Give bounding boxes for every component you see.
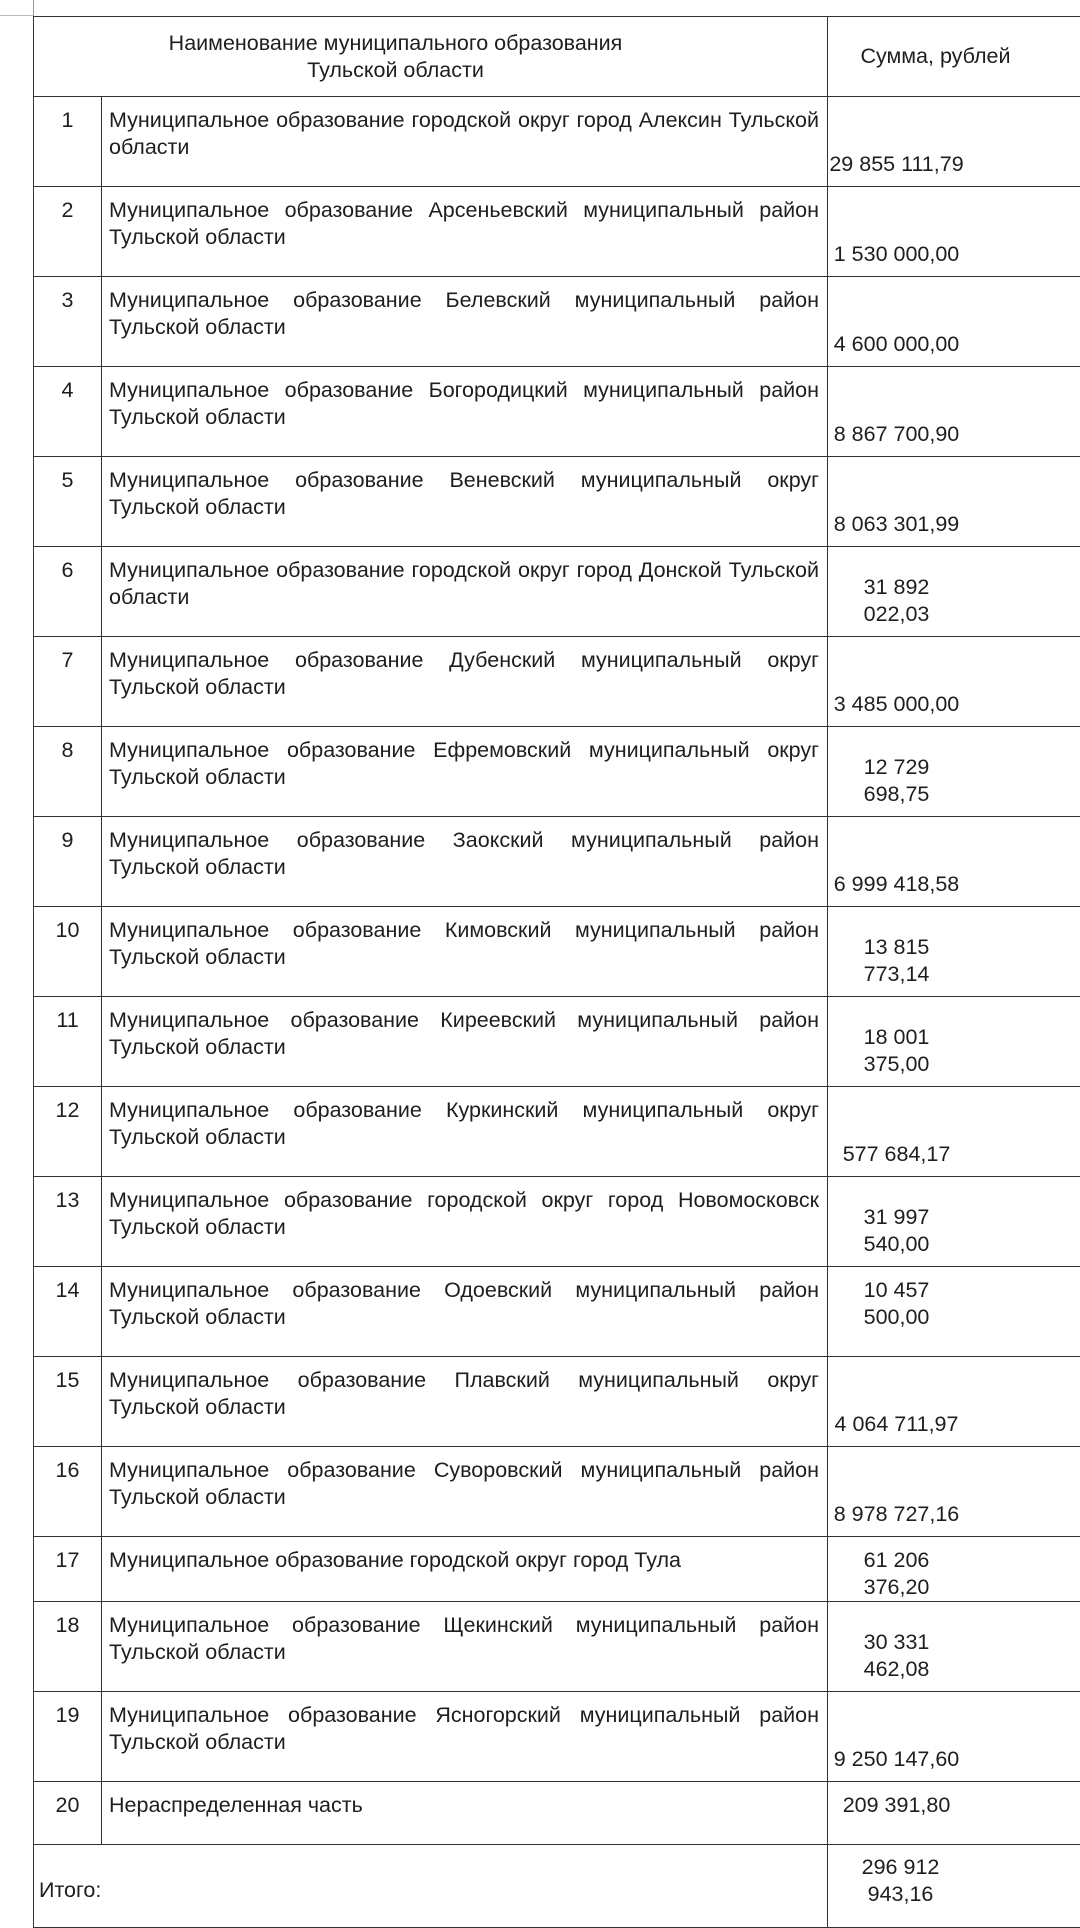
- row-number: 12: [34, 1087, 102, 1177]
- page-edge-line: [33, 0, 34, 16]
- municipality-name: Муниципальное образование Арсеньевский муниципальный район Тульской области: [102, 187, 828, 277]
- allocation-table: [33, 16, 1080, 1928]
- municipality-name: Нераспределенная часть: [102, 1782, 828, 1845]
- row-sum: 31 892 022,03: [828, 547, 1080, 637]
- row-number: 16: [34, 1447, 102, 1537]
- row-number: 5: [34, 457, 102, 547]
- municipality-name: Муниципальное образование Богородицкий муниципальный район Тульской области: [102, 367, 828, 457]
- table-row: [34, 1087, 1080, 1177]
- row-number: 7: [34, 637, 102, 727]
- row-sum: 577 684,17: [828, 1087, 1080, 1177]
- table-row: [34, 367, 1080, 457]
- table-row: [34, 1537, 1080, 1602]
- row-sum: 31 997 540,00: [828, 1177, 1080, 1267]
- row-number: 6: [34, 547, 102, 637]
- municipality-name: Муниципальное образование городской округ город Новомосковск Тульской области: [102, 1177, 828, 1267]
- row-sum: 8 063 301,99: [828, 457, 1080, 547]
- row-number: 18: [34, 1602, 102, 1692]
- municipality-name: Муниципальное образование Ясногорский муниципальный район Тульской области: [102, 1692, 828, 1782]
- row-number: 1: [34, 97, 102, 187]
- row-number: 19: [34, 1692, 102, 1782]
- table-header: [34, 17, 1080, 97]
- row-number: 9: [34, 817, 102, 907]
- row-sum: 29 855 111,79: [828, 97, 1080, 187]
- municipality-name: Муниципальное образование Щекинский муниципальный район Тульской области: [102, 1602, 828, 1692]
- municipality-name: Муниципальное образование городской округ город Алексин Тульской области: [102, 97, 828, 187]
- row-sum: 209 391,80: [828, 1782, 1080, 1845]
- row-number: 4: [34, 367, 102, 457]
- municipality-name: Муниципальное образование Кимовский муниципальный район Тульской области: [102, 907, 828, 997]
- header-name-line1: Наименование муниципального образования: [169, 31, 623, 55]
- row-sum: 9 250 147,60: [828, 1692, 1080, 1782]
- table-row: [34, 1447, 1080, 1537]
- table-row: [34, 1782, 1080, 1845]
- table-row: [34, 97, 1080, 187]
- table-row: [34, 187, 1080, 277]
- row-number: 17: [34, 1537, 102, 1602]
- row-number: 14: [34, 1267, 102, 1357]
- table-row: [34, 1177, 1080, 1267]
- row-number: 2: [34, 187, 102, 277]
- row-number: 15: [34, 1357, 102, 1447]
- municipality-name: Муниципальное образование городской округ город Тула: [102, 1537, 828, 1602]
- municipality-name: Муниципальное образование Одоевский муниципальный район Тульской области: [102, 1267, 828, 1357]
- municipality-name: Муниципальное образование Веневский муниципальный округ Тульской области: [102, 457, 828, 547]
- municipality-name: Муниципальное образование городской округ город Донской Тульской области: [102, 547, 828, 637]
- total-sum: 296 912 943,16: [828, 1845, 1080, 1928]
- row-sum: 13 815 773,14: [828, 907, 1080, 997]
- header-name-line2: Тульской области: [307, 58, 484, 82]
- row-sum: 3 485 000,00: [828, 637, 1080, 727]
- table-row: [34, 637, 1080, 727]
- municipality-name: Муниципальное образование Плавский муниципальный округ Тульской области: [102, 1357, 828, 1447]
- table-row: [34, 727, 1080, 817]
- municipality-name: Муниципальное образование Белевский муниципальный район Тульской области: [102, 277, 828, 367]
- table-row: [34, 1357, 1080, 1447]
- row-number: 3: [34, 277, 102, 367]
- row-sum: 4 600 000,00: [828, 277, 1080, 367]
- row-sum: 8 867 700,90: [828, 367, 1080, 457]
- table-row: [34, 907, 1080, 997]
- header-sum-column: Сумма, рублей: [828, 17, 1080, 97]
- table-row: [34, 457, 1080, 547]
- municipality-name: Муниципальное образование Киреевский муниципальный район Тульской области: [102, 997, 828, 1087]
- row-sum: 6 999 418,58: [828, 817, 1080, 907]
- row-number: 8: [34, 727, 102, 817]
- row-sum: 12 729 698,75: [828, 727, 1080, 817]
- total-row: [34, 1845, 1080, 1928]
- row-number: 10: [34, 907, 102, 997]
- municipality-name: Муниципальное образование Суворовский муниципальный район Тульской области: [102, 1447, 828, 1537]
- row-number: 13: [34, 1177, 102, 1267]
- row-sum: 8 978 727,16: [828, 1447, 1080, 1537]
- table-row: [34, 817, 1080, 907]
- row-sum: 30 331 462,08: [828, 1602, 1080, 1692]
- page-edge-line: [0, 15, 33, 16]
- header-name-column: [34, 17, 828, 97]
- row-number: 20: [34, 1782, 102, 1845]
- table-row: [34, 1267, 1080, 1357]
- municipality-name: Муниципальное образование Ефремовский муниципальный округ Тульской области: [102, 727, 828, 817]
- row-sum: 61 206 376,20: [828, 1537, 1080, 1602]
- row-sum: 4 064 711,97: [828, 1357, 1080, 1447]
- municipality-name: Муниципальное образование Заокский муниципальный район Тульской области: [102, 817, 828, 907]
- row-sum: 1 530 000,00: [828, 187, 1080, 277]
- row-number: 11: [34, 997, 102, 1087]
- table-row: [34, 997, 1080, 1087]
- table-row: [34, 277, 1080, 367]
- total-label: Итого:: [34, 1845, 828, 1928]
- row-sum: 10 457 500,00: [828, 1267, 1080, 1357]
- municipality-name: Муниципальное образование Куркинский муниципальный округ Тульской области: [102, 1087, 828, 1177]
- row-sum: 18 001 375,00: [828, 997, 1080, 1087]
- municipality-name: Муниципальное образование Дубенский муниципальный округ Тульской области: [102, 637, 828, 727]
- table-row: [34, 547, 1080, 637]
- table-row: [34, 1602, 1080, 1692]
- table-row: [34, 1692, 1080, 1782]
